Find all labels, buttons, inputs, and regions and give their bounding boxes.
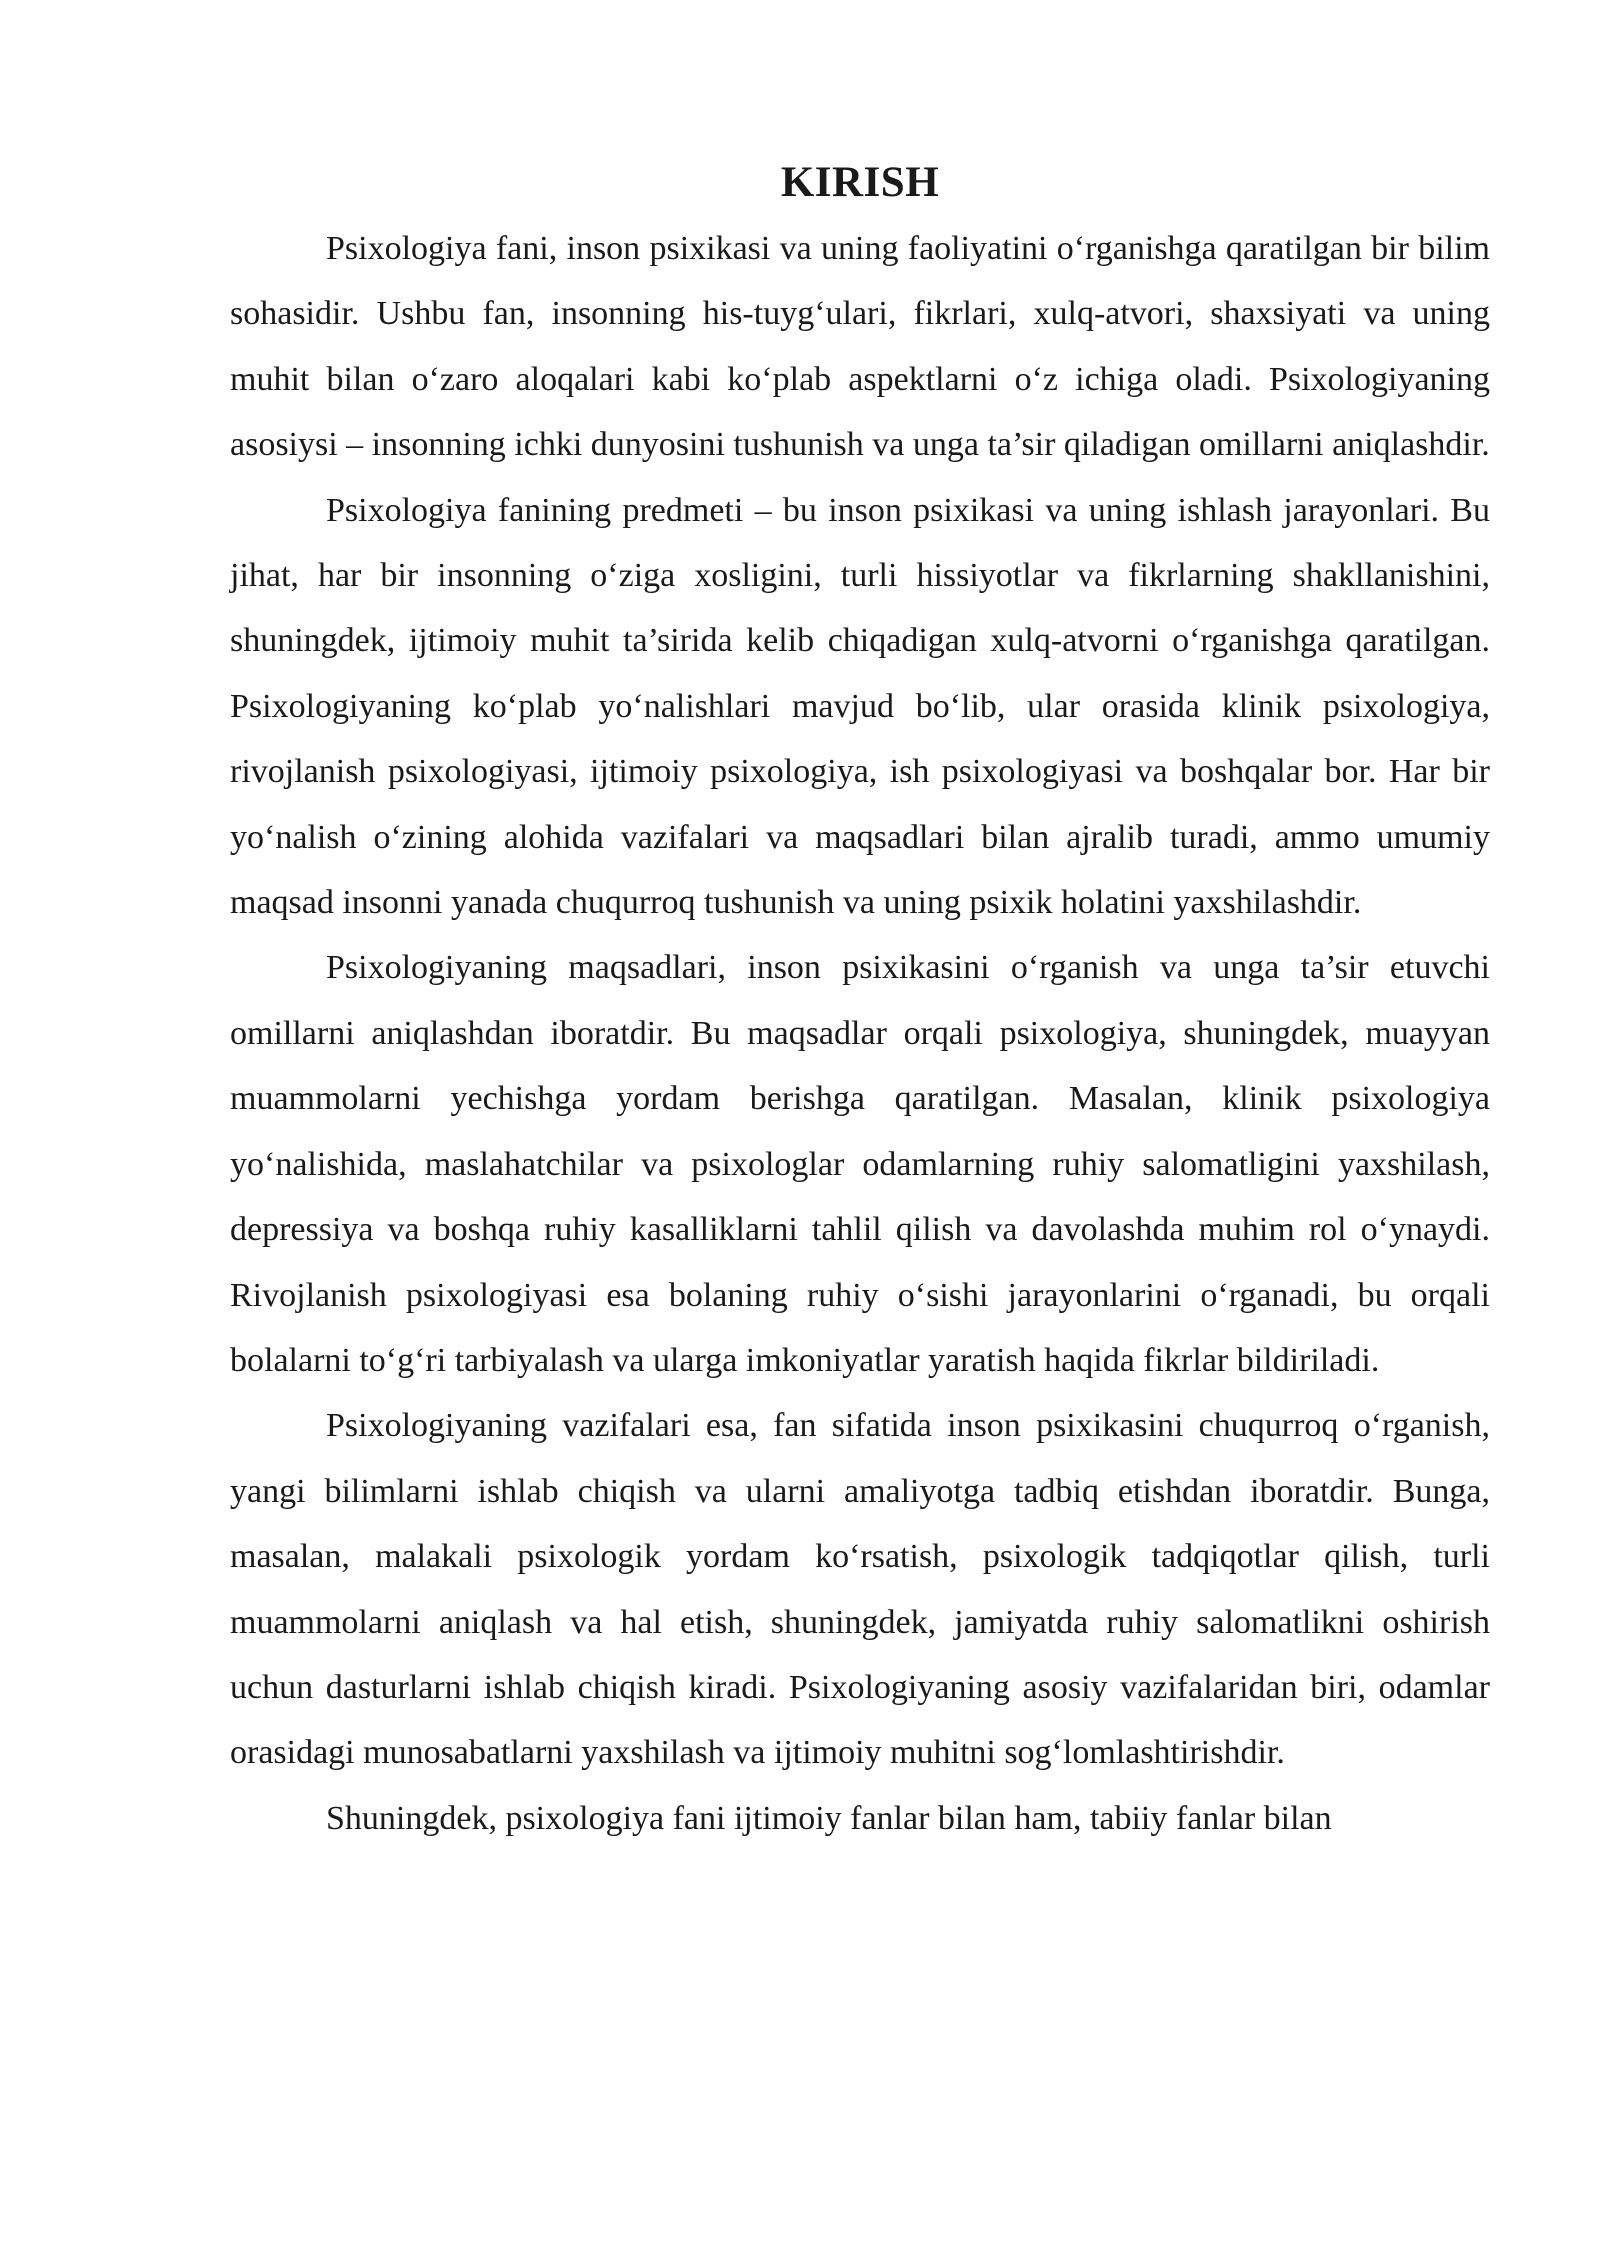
document-title: KIRISH <box>780 159 940 206</box>
paragraph-5: Shuningdek, psixologiya fani ijtimoiy fanlar bilan ham, tabiiy fanlar bilan <box>326 1799 1332 1837</box>
paragraph-1: Psixologiya fani, inson psixikasi va uning faoliyatini o‘rganishga qaratilgan bir bilim sohasidir. Ushbu fan, insonning his-tuyg‘ulari, fikrlari, xulq-atvori, shaxsiyati va uning muhit bilan o‘zaro aloqalari kabi ko‘plab aspektlarni o‘z ichiga oladi. Psixologiyaning asosiysi – insonning ichki dunyosini tushunish va unga ta’sir qiladigan omillarni aniqlashdir. <box>230 230 1490 464</box>
paragraph-4: Psixologiyaning vazifalari esa, fan sifatida inson psixikasini chuqurroq o‘rganish, yangi bilimlarni ishlab chiqish va ularni amaliyotga tadbiq etishdan iboratdir. Bunga, masalan, malakali psixologik yordam ko‘rsatish, psixologik tadqiqotlar qilish, turli muammolarni aniqlash va hal etish, shuningdek, jamiyatda ruhiy salomatlikni oshirish uchun dasturlarni ishlab chiqish kiradi. Psixologiyaning asosiy vazifalaridan biri, odamlar orasidagi munosabatlarni yaxshilash va ijtimoiy muhitni sog‘lomlashtirishdir. <box>230 1407 1490 1772</box>
paragraph-3: Psixologiyaning maqsadlari, inson psixikasini o‘rganish va unga ta’sir etuvchi omillarni aniqlashdan iboratdir. Bu maqsadlar orqali psixologiya, shuningdek, muayyan muammolarni yechishga yordam berishga qaratilgan. Masalan, klinik psixologiya yo‘nalishida, maslahatchilar va psixologlar odamlarning ruhiy salomatligini yaxshilash, depressiya va boshqa ruhiy kasalliklarni tahlil qilish va davolashda muhim rol o‘ynaydi. Rivojlanish psixologiyasi esa bolaning ruhiy o‘sishi jarayonlarini o‘rganadi, bu orqali bolalarni to‘g‘ri tarbiyalash va ularga imkoniyatlar yaratish haqida fikrlar bildiriladi. <box>230 949 1490 1379</box>
paragraph-2: Psixologiya fanining predmeti – bu inson psixikasi va uning ishlash jarayonlari. Bu jihat, har bir insonning o‘ziga xosligini, turli hissiyotlar va fikrlarning shakllanishini, shuningdek, ijtimoiy muhit ta’sirida kelib chiqadigan xulq-atvorni o‘rganishga qaratilgan. Psixologiyaning ko‘plab yo‘nalishlari mavjud bo‘lib, ular orasida klinik psixologiya, rivojlanish psixologiyasi, ijtimoiy psixologiya, ish psixologiyasi va boshqalar bor. Har bir yo‘nalish o‘zining alohida vazifalari va maqsadlari bilan ajralib turadi, ammo umumiy maqsad insonni yanada chuqurroq tushunish va uning psixik holatini yaxshilashdir. <box>230 491 1490 922</box>
document-body <box>230 150 1490 1851</box>
